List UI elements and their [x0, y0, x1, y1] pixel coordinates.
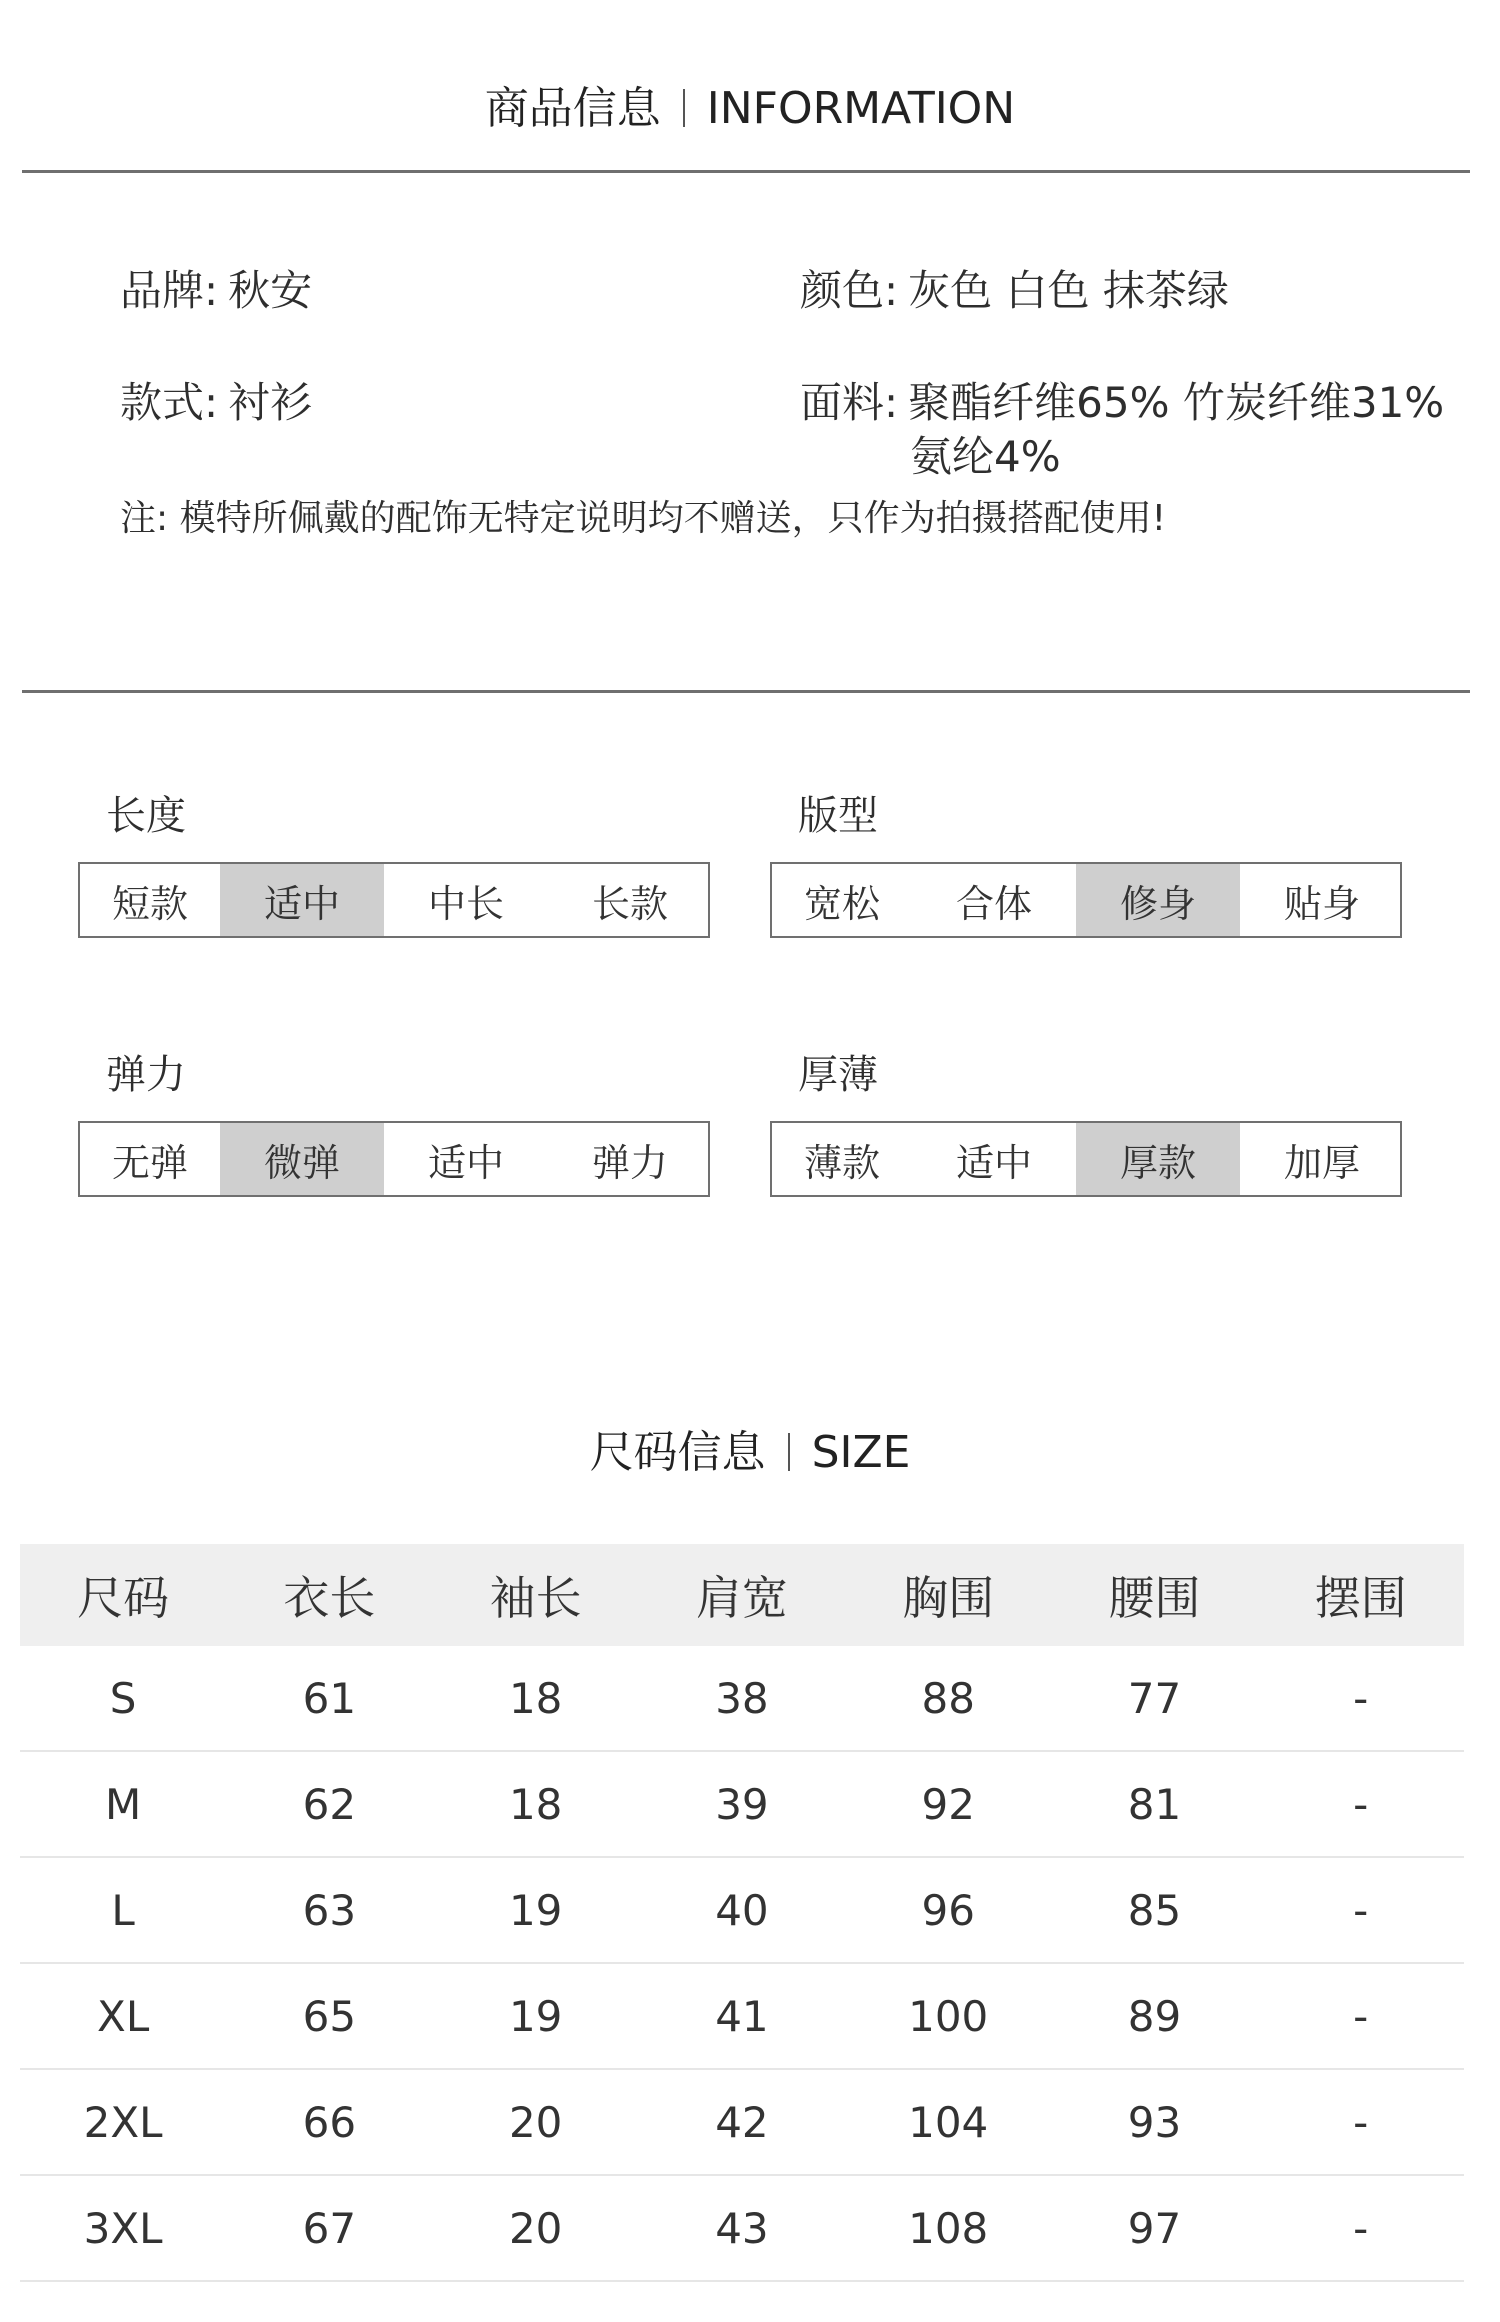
- table-row: [20, 1646, 1464, 1752]
- color-value: 灰色 白色 抹茶绿: [908, 266, 1229, 315]
- table-cell: 96: [921, 1885, 975, 1935]
- length-scale: [78, 862, 710, 938]
- color-line: [800, 258, 1229, 318]
- attr-title-length: 长度: [106, 793, 186, 839]
- thickness-option: 薄款: [803, 1140, 880, 1185]
- information-top-divider: [22, 170, 1470, 173]
- length-option-selected: 适中: [220, 864, 384, 936]
- table-cell: 92: [921, 1779, 975, 1829]
- table-cell: 42: [715, 2097, 769, 2147]
- table-cell: 61: [302, 1673, 357, 1723]
- thickness-option: 适中: [955, 1140, 1032, 1185]
- information-title-cn: 商品信息: [484, 83, 661, 134]
- brand-label: 品牌:: [120, 266, 219, 315]
- table-cell: 66: [302, 2097, 357, 2147]
- table-cell: 3XL: [83, 2203, 163, 2253]
- elasticity-option: 弹力: [591, 1140, 668, 1185]
- fit-option-selected: 修身: [1076, 864, 1240, 936]
- table-cell: -: [1353, 1991, 1369, 2041]
- title-separator: [683, 89, 685, 127]
- fit-option: 宽松: [803, 881, 880, 926]
- table-cell: -: [1353, 2203, 1369, 2253]
- table-cell: -: [1353, 2097, 1369, 2147]
- table-cell: 19: [508, 1885, 563, 1935]
- fit-scale: [770, 862, 1402, 938]
- thickness-option: 加厚: [1283, 1140, 1360, 1185]
- header-cell: 摆围: [1314, 1571, 1407, 1625]
- table-cell: 108: [908, 2203, 989, 2253]
- accessory-note: 注: 模特所佩戴的配饰无特定说明均不赠送，只作为拍摄搭配使用!: [120, 498, 1167, 539]
- thickness-scale: [770, 1121, 1402, 1197]
- fit-option: 贴身: [1283, 881, 1360, 926]
- color-label: 颜色:: [800, 266, 899, 315]
- table-cell: 40: [715, 1885, 769, 1935]
- fabric-value-line1: 聚酯纤维65% 竹炭纤维31%: [908, 378, 1445, 427]
- information-section-title: [0, 72, 1500, 136]
- table-cell: 41: [715, 1991, 769, 2041]
- fabric-line: [800, 370, 1444, 430]
- table-cell: 93: [1127, 2097, 1182, 2147]
- table-cell: 97: [1127, 2203, 1182, 2253]
- table-cell: 18: [508, 1779, 563, 1829]
- header-cell: 袖长: [489, 1571, 582, 1625]
- table-row: [20, 1752, 1464, 1858]
- table-cell: M: [105, 1779, 142, 1829]
- header-cell: 尺码: [77, 1571, 170, 1625]
- table-cell: 20: [508, 2203, 563, 2253]
- fabric-line-2: [910, 424, 1061, 484]
- table-cell: S: [109, 1673, 137, 1723]
- table-row: [20, 1964, 1464, 2070]
- style-label: 款式:: [120, 378, 219, 427]
- length-option: 短款: [111, 881, 188, 926]
- table-cell: 19: [508, 1991, 563, 2041]
- size-table: [20, 1544, 1464, 2282]
- information-title-en: INFORMATION: [706, 83, 1016, 134]
- table-cell: 39: [715, 1779, 769, 1829]
- table-cell: -: [1353, 1779, 1369, 1829]
- fabric-value-line2: 氨纶4%: [910, 432, 1061, 481]
- table-cell: 100: [908, 1991, 989, 2041]
- table-cell: 65: [302, 1991, 357, 2041]
- table-cell: L: [111, 1885, 135, 1935]
- style-value: 衬衫: [228, 378, 313, 427]
- table-cell: 63: [302, 1885, 357, 1935]
- length-option: 中长: [427, 881, 504, 926]
- table-cell: 89: [1127, 1991, 1182, 2041]
- information-bottom-divider: [22, 690, 1470, 693]
- table-cell: 43: [715, 2203, 769, 2253]
- title-separator: [788, 1433, 790, 1471]
- header-cell: 腰围: [1108, 1571, 1201, 1625]
- size-table-header: [20, 1544, 1464, 1646]
- table-cell: 2XL: [83, 2097, 163, 2147]
- length-option: 长款: [591, 881, 668, 926]
- size-table-body: [20, 1646, 1464, 2282]
- header-cell: 胸围: [902, 1571, 995, 1625]
- size-section-title: [0, 1416, 1500, 1480]
- elasticity-option: 适中: [427, 1140, 504, 1185]
- attr-title-fit: 版型: [798, 793, 878, 839]
- table-cell: 88: [921, 1673, 975, 1723]
- table-cell: 62: [302, 1779, 357, 1829]
- fabric-label: 面料:: [800, 378, 899, 427]
- style-line: [120, 370, 312, 430]
- table-cell: -: [1353, 1885, 1369, 1935]
- attr-title-thickness: 厚薄: [798, 1052, 878, 1098]
- table-cell: 67: [302, 2203, 357, 2253]
- table-row: [20, 2070, 1464, 2176]
- table-row: [20, 2176, 1464, 2282]
- table-cell: 77: [1127, 1673, 1182, 1723]
- table-cell: XL: [97, 1991, 150, 2041]
- brand-line: [120, 258, 312, 318]
- header-cell: 肩宽: [695, 1571, 788, 1625]
- table-cell: 20: [508, 2097, 563, 2147]
- table-cell: 85: [1127, 1885, 1182, 1935]
- header-cell: 衣长: [283, 1571, 376, 1625]
- table-cell: 18: [508, 1673, 563, 1723]
- table-cell: -: [1353, 1673, 1369, 1723]
- attr-title-elasticity: 弹力: [106, 1052, 186, 1098]
- table-cell: 81: [1127, 1779, 1182, 1829]
- fit-option: 合体: [955, 881, 1032, 926]
- brand-value: 秋安: [228, 266, 313, 315]
- elasticity-option: 无弹: [111, 1140, 188, 1185]
- table-cell: 38: [715, 1673, 769, 1723]
- thickness-option-selected: 厚款: [1076, 1123, 1240, 1195]
- table-cell: 104: [908, 2097, 989, 2147]
- size-title-en: SIZE: [811, 1427, 911, 1478]
- size-title-cn: 尺码信息: [589, 1427, 766, 1478]
- elasticity-scale: [78, 1121, 710, 1197]
- elasticity-option-selected: 微弹: [220, 1123, 384, 1195]
- table-row: [20, 1858, 1464, 1964]
